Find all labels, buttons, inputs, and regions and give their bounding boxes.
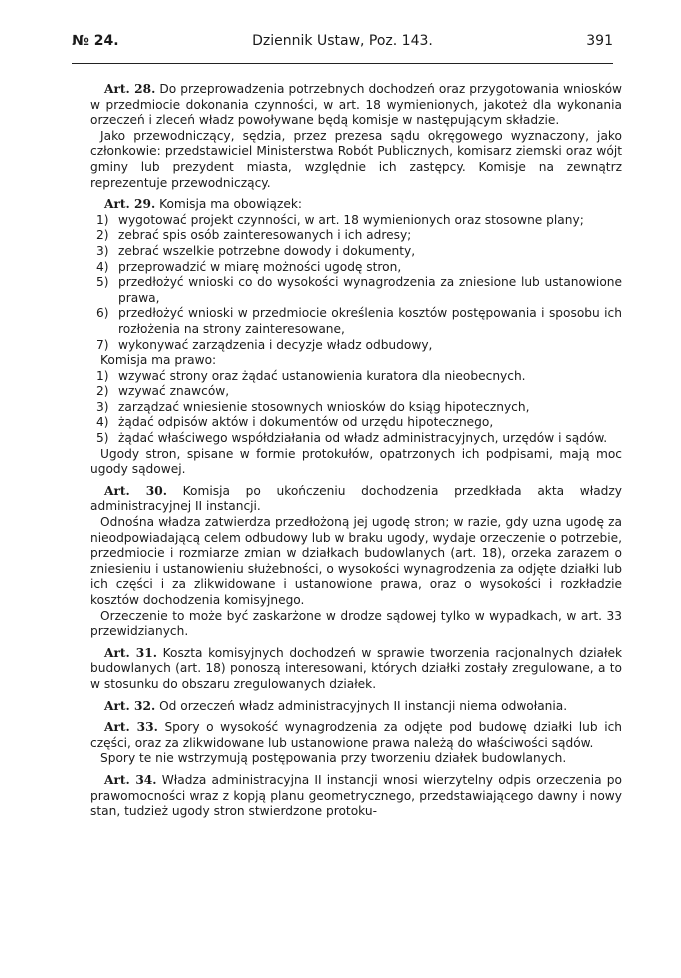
item-number: 2) <box>96 384 109 399</box>
art-31-text-1: Koszta komisyjnych dochodzeń w sprawie tworzenia racjonalnych działek budowlanych (art. 18) ponoszą interesowani, których działki zostały zregulowane, a to w stosunku do obszaru zregulowanych działek. <box>90 645 623 691</box>
art-30-text-1: Komisja po ukończeniu dochodzenia przedkłada akta władzy administracyjnej II instancji. <box>90 483 623 514</box>
art-29-closing: Ugody stron, spisane w formie protokułów, opatrzonych ich podpisami, mają moc ugody sądowej. <box>90 446 622 477</box>
art-32-label: Art. 32. <box>104 698 156 713</box>
item-number: 1) <box>96 368 109 383</box>
art-33-paragraph-1 <box>90 720 622 751</box>
header-rule <box>72 63 613 64</box>
art-34-text-1: Władza administracyjna II instancji wnosi wierzytelny odpis orzeczenia po prawomocności wraz z kopją planu geometrycznego, przedstawiającego dawny i nowy stan, tudzież ugody stron stwierdzone protoku- <box>90 772 623 819</box>
item-text: żądać odpisów aktów i dokumentów od urzędu hipotecznego, <box>118 415 494 430</box>
art-29-intro <box>90 197 622 213</box>
list-item <box>90 228 622 244</box>
item-number: 3) <box>96 243 109 258</box>
duties-list <box>90 213 622 353</box>
art-34-paragraph-1 <box>90 773 622 820</box>
item-number: 3) <box>96 399 109 414</box>
art-32-paragraph-1 <box>90 699 622 715</box>
item-text: zebrać spis osób zainteresowanych i ich adresy; <box>118 228 412 243</box>
item-text: zarządzać wniesienie stosownych wniosków do ksiąg hipotecznych, <box>118 399 530 414</box>
item-number: 7) <box>96 337 109 352</box>
list-item <box>90 431 622 447</box>
list-item <box>90 384 622 400</box>
art-30-paragraph-1 <box>90 484 622 515</box>
item-number: 6) <box>96 306 109 321</box>
art-30-paragraph-2: Odnośna władza zatwierdza przedłożoną jej ugodę stron; w razie, gdy uzna ugodę za nieodpowiadającą celem odbudowy lub w braku ugody, wydaje orzeczenie o potrzebie, przedmiocie i rozmiarze zmian w działkach budowlanych (art. 18), orzeka zarazem o zniesieniu i ustanowieniu służebności, o wysokości wynagrodzenia za odjęte działki lub ich części i za zlikwidowane i ustanowione prawa, oraz o wysokości i rozkładzie kosztów dochodzenia komisyjnego. <box>90 515 622 607</box>
issue-number: № 24. <box>72 33 119 49</box>
item-text: wzywać strony oraz żądać ustanowienia kuratora dla nieobecnych. <box>118 368 526 383</box>
art-28-paragraph-2: Jako przewodniczący, sędzia, przez prezesa sądu okręgowego wyznaczony, jako członkowie: przedstawiciel Ministerstwa Robót Publicznych, komisarz ziemski oraz wójt gminy lub prezydent miasta, względnie ich zastępcy. Komisje na zewnątrz reprezentuje przewodniczący. <box>90 128 622 190</box>
art-29-rights-intro: Komisja ma prawo: <box>100 353 217 368</box>
page-header <box>72 33 613 55</box>
art-29-label: Art. 29. <box>104 197 156 212</box>
item-number: 4) <box>96 259 109 274</box>
item-number: 5) <box>96 275 109 290</box>
art-28-text-1: Do przeprowadzenia potrzebnych dochodzeń oraz przygotowania wniosków w przedmiocie dokonania czynności, w art. 18 wymienionych, jakoteż dla wykonania orzeczeń i zleceń władz powoływane będą komisje w następującym składzie. <box>90 82 623 128</box>
rights-list <box>90 369 622 447</box>
item-text: przedłożyć wnioski w przedmiocie określenia kosztów postępowania i sposobu ich rozłożenia na strony zainteresowane, <box>118 306 622 336</box>
item-text: żądać właściwego współdziałania od władz administracyjnych, urzędów i sądów. <box>118 431 608 446</box>
item-number: 5) <box>96 431 109 446</box>
art-28-paragraph-1 <box>90 82 622 129</box>
list-item <box>90 275 622 306</box>
item-text: zebrać wszelkie potrzebne dowody i dokumenty, <box>118 243 416 258</box>
list-item <box>90 400 622 416</box>
list-item <box>90 369 622 385</box>
art-34-label: Art. 34. <box>104 772 157 787</box>
item-text: przedłożyć wnioski co do wysokości wynagrodzenia za zniesione lub ustanowione prawa, <box>118 275 622 305</box>
art-31-paragraph-1 <box>90 646 622 693</box>
art-28-label: Art. 28. <box>104 82 156 96</box>
art-33-label: Art. 33. <box>104 720 158 735</box>
list-item <box>90 306 622 337</box>
journal-title: Dziennik Ustaw, Poz. 143. <box>252 33 433 49</box>
item-number: 4) <box>96 415 109 430</box>
item-number: 2) <box>96 228 109 243</box>
list-item <box>90 244 622 260</box>
art-33-text-1: Spory o wysokość wynagrodzenia za odjęte pod budowę działki lub ich części, oraz za zlikwidowane lub ustanowione prawa należą do właściwości sądów. <box>90 720 623 750</box>
art-31-label: Art. 31. <box>104 645 157 660</box>
document-body <box>90 82 622 820</box>
item-text: wygotować projekt czynności, w art. 18 wymienionych oraz stosowne plany; <box>118 212 584 227</box>
item-text: wykonywać zarządzenia i decyzje władz odbudowy, <box>118 337 433 352</box>
art-30-label: Art. 30. <box>104 483 167 498</box>
item-number: 1) <box>96 212 109 227</box>
art-32-text-1: Od orzeczeń władz administracyjnych II instancji niema odwołania. <box>159 698 568 713</box>
list-item <box>90 415 622 431</box>
list-item <box>90 260 622 276</box>
art-30-paragraph-3: Orzeczenie to może być zaskarżone w drodze sądowej tylko w wypadkach, w art. 33 przewidzianych. <box>90 608 622 639</box>
item-text: przeprowadzić w miarę możności ugodę stron, <box>118 259 402 274</box>
list-item <box>90 213 622 229</box>
art-29-duties-intro: Komisja ma obowiązek: <box>159 197 303 212</box>
list-item <box>90 338 622 354</box>
art-33-paragraph-2: Spory te nie wstrzymują postępowania przy tworzeniu działek budowlanych. <box>100 751 567 766</box>
item-text: wzywać znawców, <box>118 384 230 399</box>
page-number: 391 <box>586 33 613 49</box>
